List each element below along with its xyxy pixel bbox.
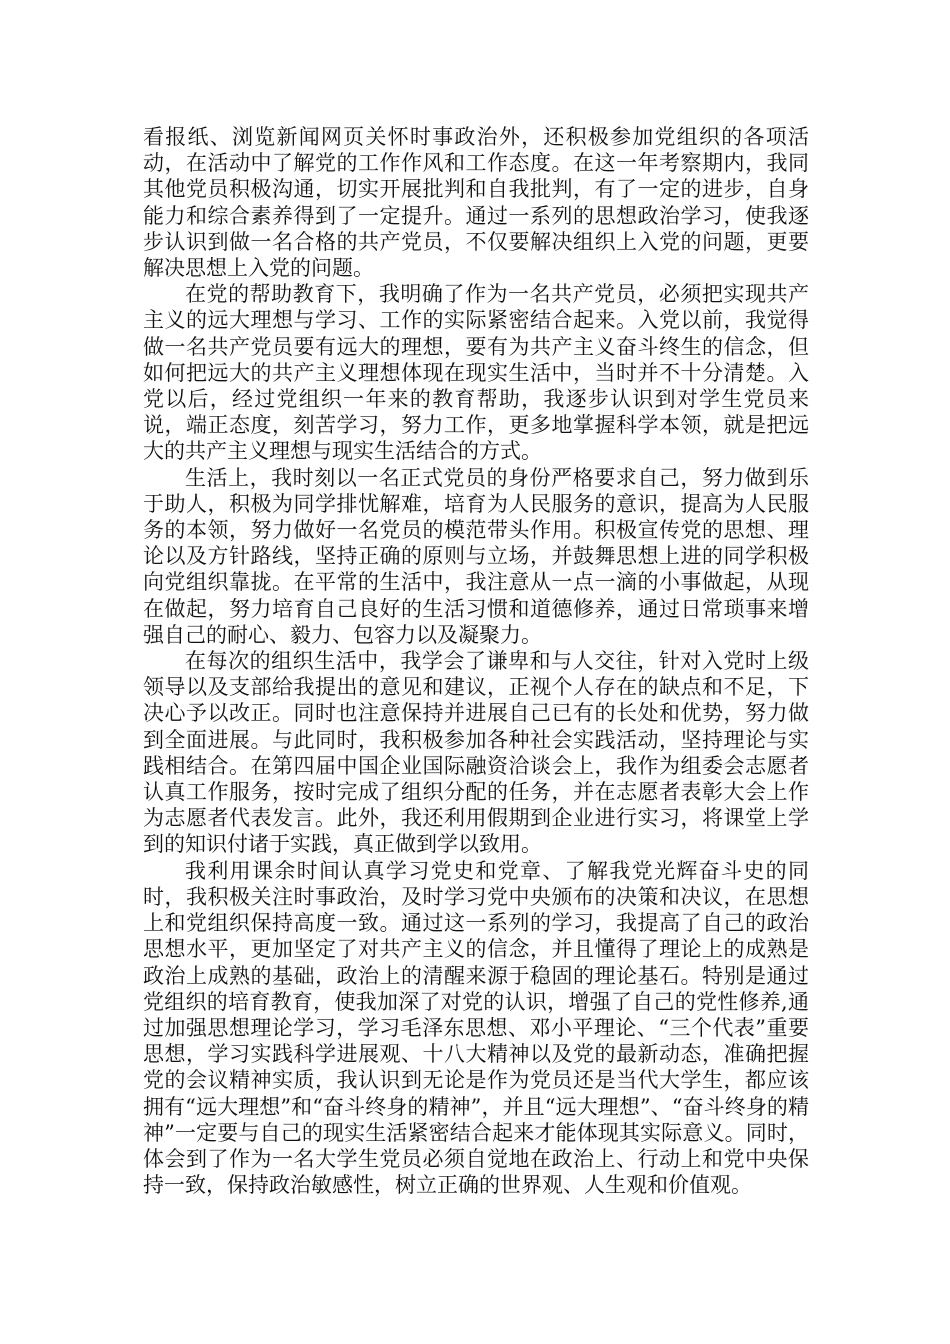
paragraph-1: 看报纸、浏览新闻网页关怀时事政治外，还积极参加党组织的各项活动，在活动中了解党的工作作风和工作态度。在这一年考察期内，我同其他党员积极沟通，切实开展批判和自我批判，有了一定的进步，自身能力和综合素养得到了一定提升。通过一系列的思想政治学习，使我逐步认识到做一名合格的共产党员，不仅要解决组织上入党的问题，更要解决思想上入党的问题。 xyxy=(143,125,809,281)
paragraph-5: 我利用课余时间认真学习党史和党章、了解我党光辉奋斗史的同时，我积极关注时事政治，及时学习党中央颁布的决策和决议，在思想上和党组织保持高度一致。通过这一系列的学习，我提高了自己的政治思想水平，更加坚定了对共产主义的信念，并且懂得了理论上的成熟是政治上成熟的基础，政治上的清醒来源于稳固的理论基石。特别是通过党组织的培育教育，使我加深了对党的认识，增强了自己的党性修养,通过加强思想理论学习，学习毛泽东思想、邓小平理论、“三个代表”重要思想，学习实践科学进展观、十八大精神以及党的最新动态，准确把握党的会议精神实质，我认识到无论是作为党员还是当代大学生，都应该拥有“远大理想”和“奋斗终身的精神”，并且“远大理想”、“奋斗终身的精神”一定要与自己的现实生活紧密结合起来才能体现其实际意义。同时，体会到了作为一名大学生党员必须自觉地在政治上、行动上和党中央保持一致，保持政治敏感性，树立正确的世界观、人生观和价值观。 xyxy=(143,858,809,1198)
document-body xyxy=(143,124,809,1198)
paragraph-4: 在每次的组织生活中，我学会了谦卑和与人交往，针对入党时上级领导以及支部给我提出的意见和建议，正视个人存在的缺点和不足，下决心予以改正。同时也注意保持并进展自己已有的长处和优势，努力做到全面进展。与此同时，我积极参加各种社会实践活动，坚持理论与实践相结合。在第四届中国企业国际融资洽谈会上，我作为组委会志愿者认真工作服务，按时完成了组织分配的任务，并在志愿者表彰大会上作为志愿者代表发言。此外，我还利用假期到企业进行实习，将课堂上学到的知识付诸于实践，真正做到学以致用。 xyxy=(143,649,809,857)
paragraph-3: 生活上，我时刻以一名正式党员的身份严格要求自己，努力做到乐于助人，积极为同学排忧解难，培育为人民服务的意识，提高为人民服务的本领，努力做好一名党员的模范带头作用。积极宣传党的思想、理论以及方针路线，坚持正确的原则与立场，并鼓舞思想上进的同学积极向党组织靠拢。在平常的生活中，我注意从一点一滴的小事做起，从现在做起，努力培育自己良好的生活习惯和道德修养，通过日常琐事来增强自己的耐心、毅力、包容力以及凝聚力。 xyxy=(143,465,809,647)
paragraph-2: 在党的帮助教育下，我明确了作为一名共产党员，必须把实现共产主义的远大理想与学习、工作的实际紧密结合起来。入党以前，我觉得做一名共产党员要有远大的理想，要有为共产主义奋斗终生的信念，但如何把远大的共产主义理想体现在现实生活中，当时并不十分清楚。入党以后，经过党组织一年来的教育帮助，我逐步认识到对学生党员来说，端正态度，刻苦学习，努力工作，更多地掌握科学本领，就是把远大的共产主义理想与现实生活结合的方式。 xyxy=(143,282,809,464)
